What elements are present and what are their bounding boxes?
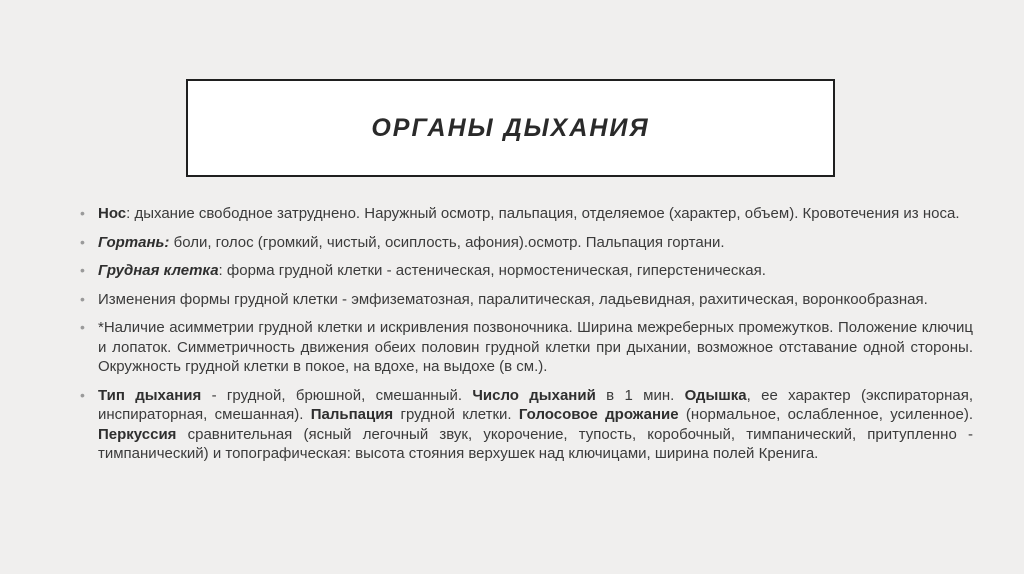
bullet-label: Число дыханий bbox=[472, 386, 596, 404]
bullet-item-asymmetry bbox=[80, 318, 973, 377]
bullet-list bbox=[80, 204, 973, 473]
bullet-text: , ее характер (экспираторная, инспираторная, смешанная). bbox=[98, 386, 973, 423]
bullet-text: - грудной, брюшной, смешанный. bbox=[201, 386, 473, 404]
bullet-label: Голосовое дрожание bbox=[518, 406, 679, 423]
bullet-text: *Наличие асимметрии грудной клетки и искривления позвоночника. Ширина межреберных промежутков. Положение ключиц и лопаток. Симметричность движения обеих половин грудной клетки при дыхании, возможное отставание одной стороны. Окружность грудной клетки в покое, на вдохе, на выдохе (в см.). bbox=[98, 319, 973, 375]
bullet-label: Перкуссия bbox=[98, 425, 177, 443]
bullet-item-nose bbox=[80, 204, 973, 224]
bullet-label: Нос bbox=[98, 205, 127, 222]
bullet-text: в 1 мин. bbox=[595, 386, 685, 404]
title-box bbox=[186, 79, 835, 177]
bullet-label: Тип дыхания bbox=[98, 386, 202, 404]
bullet-text: грудной клетки. bbox=[393, 406, 519, 423]
bullet-text: : форма грудной клетки - астеническая, нормостеническая, гиперстеническая. bbox=[218, 262, 766, 279]
bullet-text: сравнительная (ясный легочный звук, укорочение, тупость, коробочный, тимпанический, притупленно - тимпанический) и топографическая: высота стояния верхушек над ключицами, ширина полей Кренига. bbox=[98, 425, 973, 462]
bullet-label: Гортань: bbox=[98, 233, 170, 251]
bullet-text: боли, голос (громкий, чистый, осиплость, афония).осмотр. Пальпация гортани. bbox=[169, 233, 725, 251]
bullet-item-chest bbox=[80, 261, 973, 281]
bullet-text: Изменения формы грудной клетки - эмфизематозная, паралитическая, ладьевидная, рахитическая, воронкообразная. bbox=[98, 290, 928, 308]
bullet-item-breathing-type bbox=[80, 386, 973, 464]
bullet-label: Грудная клетка bbox=[98, 262, 219, 279]
bullet-item-chest-shape bbox=[80, 290, 973, 310]
bullet-item-larynx bbox=[80, 233, 973, 253]
bullet-text: (нормальное, ослабленное, усиленное). bbox=[678, 406, 973, 423]
bullet-label: Пальпация bbox=[310, 406, 394, 423]
slide-title: ОРГАНЫ ДЫХАНИЯ bbox=[371, 113, 650, 142]
bullet-text: : дыхание свободное затруднено. Наружный осмотр, пальпация, отделяемое (характер, объем). Кровотечения из носа. bbox=[126, 205, 960, 222]
bullet-label: Одышка bbox=[684, 386, 747, 404]
